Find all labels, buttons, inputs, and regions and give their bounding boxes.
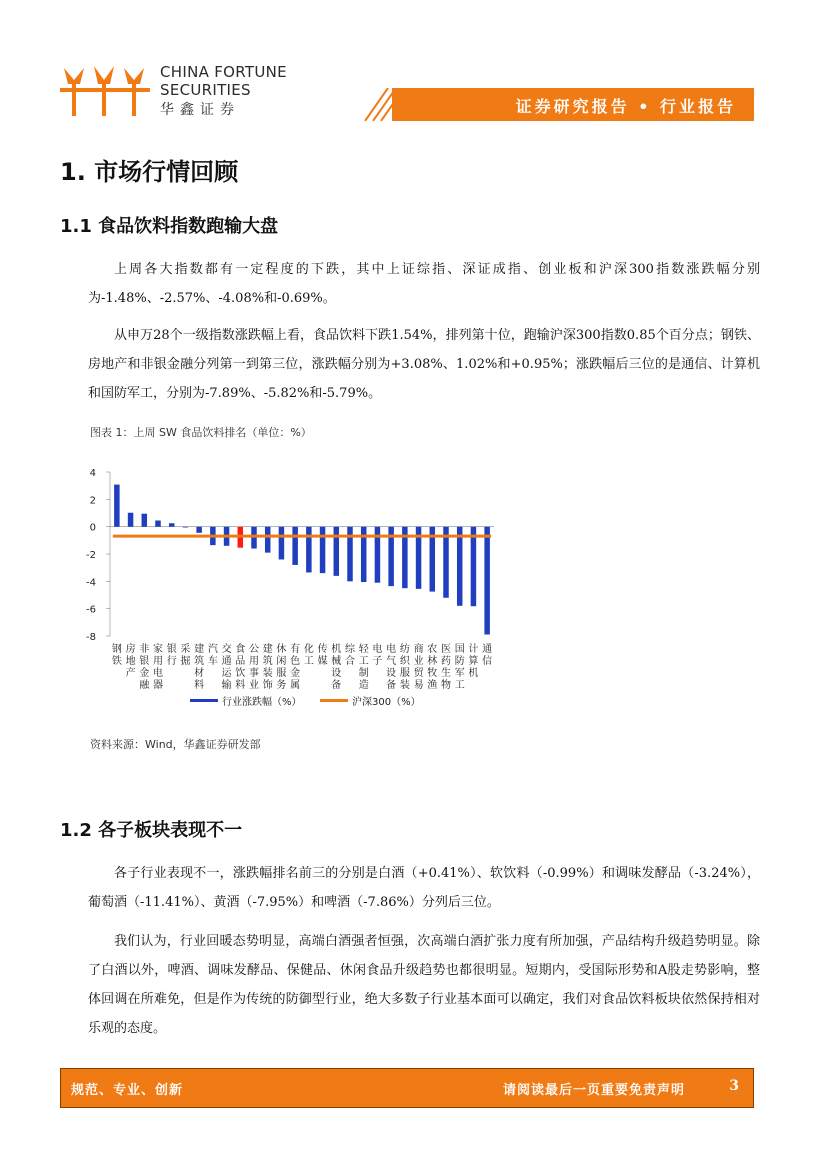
x-tick-label: 通信 [482, 644, 493, 667]
bar-通信 [484, 527, 490, 635]
footer-banner [60, 1068, 754, 1108]
paragraph-subsector-performance: 各子行业表现不一，涨跌幅排名前三的分别是白酒（+0.41%）、软饮料（-0.99%）和调味发酵品（-3.24%），葡萄酒（-11.41%）、黄酒（-7.95%）和啤酒（-7.86%）分列后三位。 [88, 866, 760, 910]
bar-建筑材料 [196, 527, 202, 533]
bar-房地产 [128, 513, 134, 527]
x-tick-label: 电气设备 [386, 644, 397, 691]
x-tick-label: 交通运输 [221, 644, 232, 691]
legend-swatch-bars [190, 699, 218, 702]
x-tick-label: 食品饮料 [235, 644, 246, 691]
sw-ranking-bar-chart [80, 460, 520, 722]
y-tick-label: 2 [89, 495, 96, 507]
x-tick-label: 化工 [303, 644, 314, 667]
paragraph-index-overview: 上周各大指数都有一定程度的下跌，其中上证综指、深证成指、创业板和沪深300指数涨跌幅分别为-1.48%、-2.57%、-4.08%和-0.69%。 [88, 262, 760, 306]
bar-机械设备 [334, 527, 340, 576]
y-tick-label: -8 [86, 632, 96, 643]
y-tick-label: -4 [86, 577, 96, 589]
bar-化工 [306, 527, 312, 573]
footer-slogan: 规范、专业、创新 [71, 1083, 184, 1098]
x-tick-label: 纺织服装 [399, 644, 410, 691]
bar-传媒 [320, 527, 326, 573]
bar-建筑装饰 [265, 527, 271, 553]
company-logo [60, 58, 152, 118]
legend-label-index: 沪深300（%） [352, 697, 421, 708]
x-tick-label: 建筑装饰 [262, 644, 273, 691]
bar-银行 [169, 523, 175, 526]
bar-series [114, 485, 490, 635]
x-tick-label: 银行 [166, 644, 177, 667]
x-tick-label: 轻工制造 [358, 644, 369, 691]
x-tick-label: 电子 [372, 644, 383, 667]
y-tick-label: -6 [86, 604, 96, 616]
legend-swatch-index [320, 699, 348, 702]
x-tick-label: 传媒 [317, 644, 328, 667]
y-tick-label: -2 [86, 550, 96, 561]
x-tick-label: 计算机 [468, 644, 479, 679]
x-tick-label: 农林牧渔 [427, 644, 438, 691]
bar-有色金属 [292, 527, 298, 565]
bar-公用事业 [251, 527, 257, 549]
x-tick-label: 机械设备 [331, 644, 342, 691]
figure-caption: 图表 1：上周 SW 食品饮料排名（单位：%） [90, 426, 312, 439]
bar-采掘 [183, 527, 189, 528]
subsection-title-1-1: 1.1 食品饮料指数跑输大盘 [60, 216, 279, 237]
bar-国防军工 [457, 527, 463, 606]
brand-name-en-line1: CHINA FORTUNE [160, 63, 287, 81]
x-tick-label: 国防军工 [454, 644, 465, 691]
x-tick-label: 汽车 [207, 644, 218, 667]
page-number: 3 [729, 1078, 739, 1094]
section-title: 1. 市场行情回顾 [60, 158, 239, 186]
footer-disclaimer: 请阅读最后一页重要免责声明 [502, 1083, 685, 1098]
x-tick-label: 建筑材料 [194, 644, 205, 691]
bar-钢铁 [114, 485, 120, 527]
paragraph-outlook: 我们认为，行业回暖态势明显，高端白酒强者恒强，次高端白酒扩张力度有所加强，产品结构升级趋势明显。除了白酒以外，啤酒、调味发酵品、保健品、休闲食品升级趋势也都很明显。短期内，受国际形势和A股走势影响，整体回调在所难免，但是作为传统的防御型行业，绝大多数子行业基本面可以确定，我们对食品饮料板块依然保持相对乐观的态度。 [88, 934, 760, 1036]
brand-name-en-line2: SECURITIES [160, 81, 251, 99]
x-axis-labels [112, 642, 492, 691]
x-tick-label: 公用事业 [249, 644, 259, 691]
x-tick-label: 商业贸易 [413, 644, 424, 691]
legend-label-bars: 行业涨跌幅（%） [222, 697, 302, 708]
subsection-title-1-2: 1.2 各子板块表现不一 [60, 820, 243, 841]
x-tick-label: 非银金融 [139, 644, 150, 691]
x-tick-label: 有色金属 [290, 644, 301, 691]
x-tick-label: 采掘 [180, 644, 191, 667]
header-banner [392, 88, 754, 121]
bar-非银金融 [142, 514, 148, 527]
y-tick-label: 0 [89, 522, 96, 534]
chart-legend [190, 695, 421, 708]
x-tick-label: 房地产 [125, 644, 136, 679]
x-tick-label: 钢铁 [111, 644, 122, 667]
bar-休闲服务 [279, 527, 285, 560]
brand-name-cn: 华鑫证券 [160, 102, 240, 118]
x-tick-label: 休闲服务 [276, 644, 287, 691]
bar-计算机 [471, 527, 477, 607]
paragraph-sw-ranking: 从申万28个一级指数涨跌幅上看，食品饮料下跌1.54%，排列第十位，跑输沪深300指数0.85个百分点；钢铁、房地产和非银金融分列第一到第三位，涨跌幅分别为+3.08%、1.02%和+0.95%；涨跌幅后三位的是通信、计算机和国防军工，分别为-7.89%、-5.82%和-5.79%。 [88, 328, 760, 401]
bar-家用电器 [155, 521, 161, 527]
x-tick-label: 家用电器 [153, 644, 163, 691]
figure-source: 资料来源：Wind，华鑫证券研发部 [90, 738, 261, 751]
x-tick-label: 医药生物 [441, 644, 451, 691]
y-tick-label: 4 [89, 468, 96, 479]
x-tick-label: 综合 [345, 644, 355, 667]
report-type-label: 证券研究报告 • 行业报告 [515, 97, 736, 116]
